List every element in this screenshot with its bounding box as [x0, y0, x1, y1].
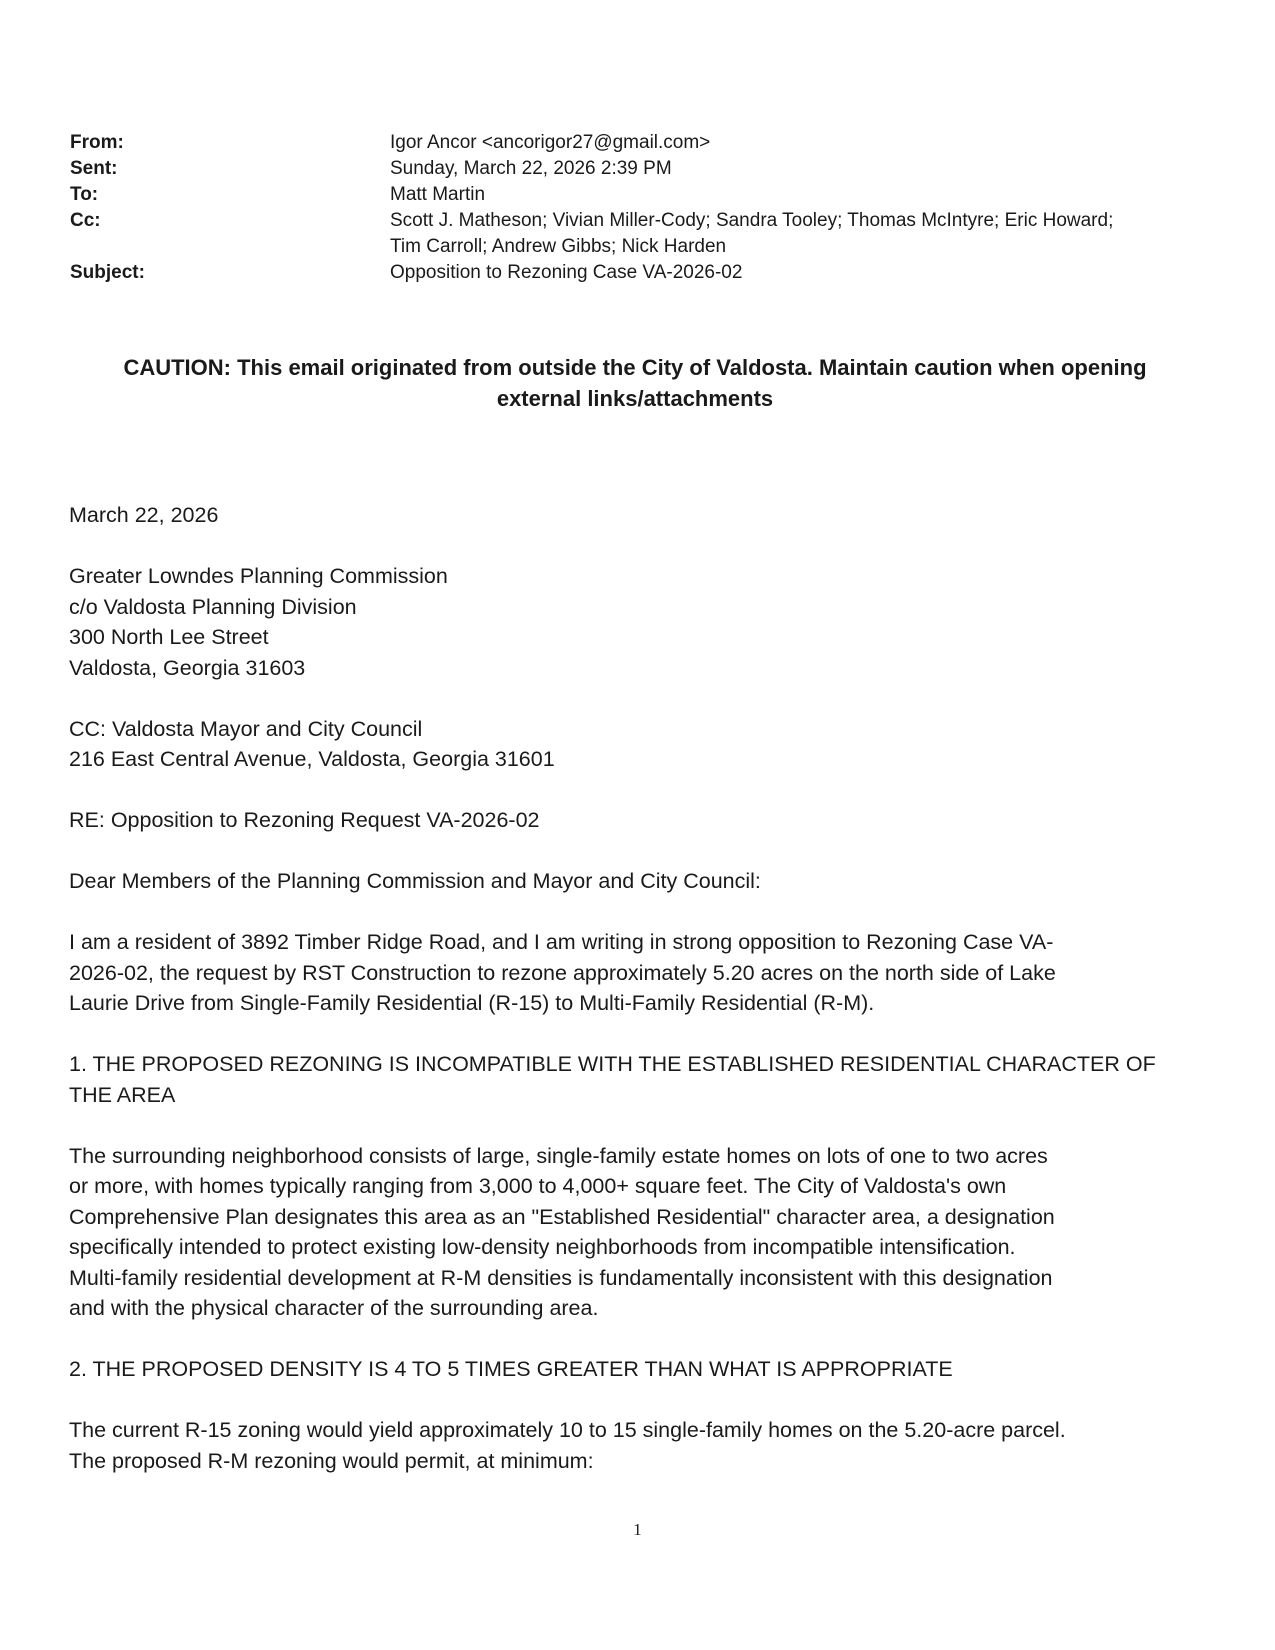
paragraph-line: The proposed R-M rezoning would permit, at minimum: — [69, 1448, 594, 1473]
from-label: From: — [70, 132, 124, 153]
letter-date: March 22, 2026 — [69, 503, 219, 527]
cc-address-line: CC: Valdosta Mayor and City Council — [69, 716, 423, 741]
salutation: Dear Members of the Planning Commission and Mayor and City Council: — [69, 869, 761, 893]
address-line: Valdosta, Georgia 31603 — [69, 655, 306, 680]
letter-body — [69, 500, 1209, 1507]
page-number: 1 — [633, 1520, 642, 1539]
cc-label: Cc: — [70, 210, 101, 231]
cc-row — [70, 208, 1190, 260]
address-line: 300 North Lee Street — [69, 625, 269, 649]
sent-row — [70, 156, 1190, 182]
cc-address-line: 216 East Central Avenue, Valdosta, Georgia 31601 — [69, 747, 555, 771]
paragraph-line: Laurie Drive from Single-Family Residential (R-15) to Multi-Family Residential (R-M). — [69, 991, 875, 1015]
paragraph-line: 2026-02, the request by RST Construction to rezone approximately 5.20 acres on the north side of Lake — [69, 960, 1056, 985]
sent-label: Sent: — [70, 158, 118, 179]
intro-paragraph — [69, 927, 1209, 1019]
paragraph-line: The surrounding neighborhood consists of large, single-family estate homes on lots of one to two acres — [69, 1143, 1048, 1168]
heading-line: THE AREA — [69, 1082, 176, 1107]
email-header — [70, 130, 1190, 286]
cc-value — [390, 208, 1190, 260]
heading-line: 1. THE PROPOSED REZONING IS INCOMPATIBLE WITH THE ESTABLISHED RESIDENTIAL CHARACTER OF — [69, 1052, 1156, 1076]
paragraph-line: Comprehensive Plan designates this area as an "Established Residential" character area, a designation — [69, 1204, 1055, 1229]
to-value: Matt Martin — [390, 184, 486, 205]
address-line: c/o Valdosta Planning Division — [69, 594, 357, 619]
section1-paragraph — [69, 1141, 1209, 1324]
re-line: RE: Opposition to Rezoning Request VA-2026-02 — [69, 808, 540, 832]
caution-line: external links/attachments — [496, 386, 774, 411]
subject-value: Opposition to Rezoning Case VA-2026-02 — [390, 262, 743, 283]
paragraph-line: I am a resident of 3892 Timber Ridge Road, and I am writing in strong opposition to Rezoning Case VA- — [69, 930, 1054, 954]
from-row — [70, 130, 1190, 156]
caution-line: CAUTION: This email originated from outside the City of Valdosta. Maintain caution when opening — [123, 355, 1147, 380]
paragraph-line: specifically intended to protect existing low-density neighborhoods from incompatible intensification. — [69, 1235, 1016, 1259]
subject-row — [70, 260, 1190, 286]
recipient-address — [69, 561, 1209, 683]
paragraph-line: Multi-family residential development at R-M densities is fundamentally inconsistent with this designation — [69, 1265, 1053, 1290]
paragraph-line: The current R-15 zoning would yield approximately 10 to 15 single-family homes on the 5.20-acre parcel. — [69, 1418, 1066, 1442]
to-row — [70, 182, 1190, 208]
subject-label: Subject: — [70, 262, 145, 283]
cc-value-line: Scott J. Matheson; Vivian Miller-Cody; Sandra Tooley; Thomas McIntyre; Eric Howard; — [390, 210, 1114, 231]
section2-paragraph — [69, 1415, 1209, 1476]
cc-address — [69, 714, 1209, 775]
address-line: Greater Lowndes Planning Commission — [69, 564, 448, 588]
sent-value: Sunday, March 22, 2026 2:39 PM — [390, 158, 672, 179]
paragraph-line: or more, with homes typically ranging from 3,000 to 4,000+ square feet. The City of Valdosta's own — [69, 1174, 1007, 1198]
from-value: Igor Ancor <ancorigor27@gmail.com> — [390, 132, 711, 153]
section1-heading — [69, 1049, 1209, 1110]
cc-value-line: Tim Carroll; Andrew Gibbs; Nick Harden — [390, 236, 727, 257]
caution-banner — [70, 352, 1200, 414]
section2-heading: 2. THE PROPOSED DENSITY IS 4 TO 5 TIMES GREATER THAN WHAT IS APPROPRIATE — [69, 1357, 953, 1381]
to-label: To: — [70, 184, 99, 205]
paragraph-line: and with the physical character of the surrounding area. — [69, 1296, 599, 1320]
